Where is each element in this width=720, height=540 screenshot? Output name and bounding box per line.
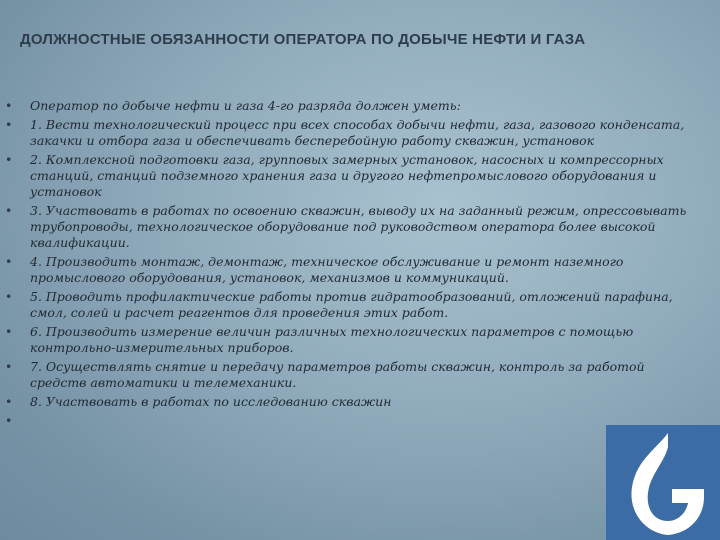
list-item-text: 8. Участвовать в работах по исследованию скважин bbox=[30, 394, 392, 409]
bullet-dot: • bbox=[5, 203, 13, 218]
list-item-text: 4. Производить монтаж, демонтаж, техническое обслуживание и ремонт наземного промыслового оборудования, установок, механизмов и коммуникаций. bbox=[30, 254, 624, 285]
list-item-text: Оператор по добыче нефти и газа 4-го разряда должен уметь: bbox=[30, 98, 461, 113]
list-item-text: 6. Производить измерение величин различных технологических параметров с помощью контрольно-измерительных приборов. bbox=[30, 324, 634, 355]
list-item bbox=[4, 203, 694, 251]
bullet-dot: • bbox=[5, 324, 13, 339]
list-item bbox=[4, 394, 694, 410]
list-item bbox=[4, 98, 694, 114]
list-item bbox=[4, 289, 694, 321]
bullet-dot: • bbox=[5, 394, 13, 409]
bullet-dot: • bbox=[5, 117, 13, 132]
list-item-text: 5. Проводить профилактические работы против гидратообразований, отложений парафина, смол, солей и расчет реагентов для проведения этих работ. bbox=[30, 289, 673, 320]
bullet-dot: • bbox=[5, 152, 13, 167]
bullet-dot: • bbox=[5, 359, 13, 374]
slide-title: ДОЛЖНОСТНЫЕ ОБЯЗАННОСТИ ОПЕРАТОРА ПО ДОБЫЧЕ НЕФТИ И ГАЗА bbox=[20, 31, 586, 48]
list-item bbox=[4, 324, 694, 356]
list-item-text: 7. Осуществлять снятие и передачу параметров работы скважин, контроль за работой средств автоматики и телемеханики. bbox=[30, 359, 645, 390]
gazprom-logo bbox=[606, 425, 720, 540]
bullet-dot: • bbox=[5, 254, 13, 269]
list-item bbox=[4, 254, 694, 286]
list-item bbox=[4, 117, 694, 149]
gazprom-flame-logo-icon bbox=[606, 425, 720, 540]
list-item bbox=[4, 359, 694, 391]
list-item-text: 3. Участвовать в работах по освоению скважин, выводу их на заданный режим, опрессовывать трубопроводы, технологическое оборудование под руководством оператора более высокой квалификации. bbox=[30, 203, 687, 250]
list-item-text: 1. Вести технологический процесс при всех способах добычи нефти, газа, газового конденсата, закачки и отбора газа и обеспечивать бесперебойную работу скважин, установок bbox=[30, 117, 685, 148]
bullet-dot: • bbox=[5, 289, 13, 304]
bullet-dot: • bbox=[5, 413, 13, 428]
bullet-dot: • bbox=[5, 98, 13, 113]
bullet-list bbox=[4, 98, 694, 428]
list-item bbox=[4, 152, 694, 200]
list-item-text: 2. Комплексной подготовки газа, групповых замерных установок, насосных и компрессорных станций, станций подземного хранения газа и другого нефтепромыслового оборудования и установок bbox=[30, 152, 664, 199]
